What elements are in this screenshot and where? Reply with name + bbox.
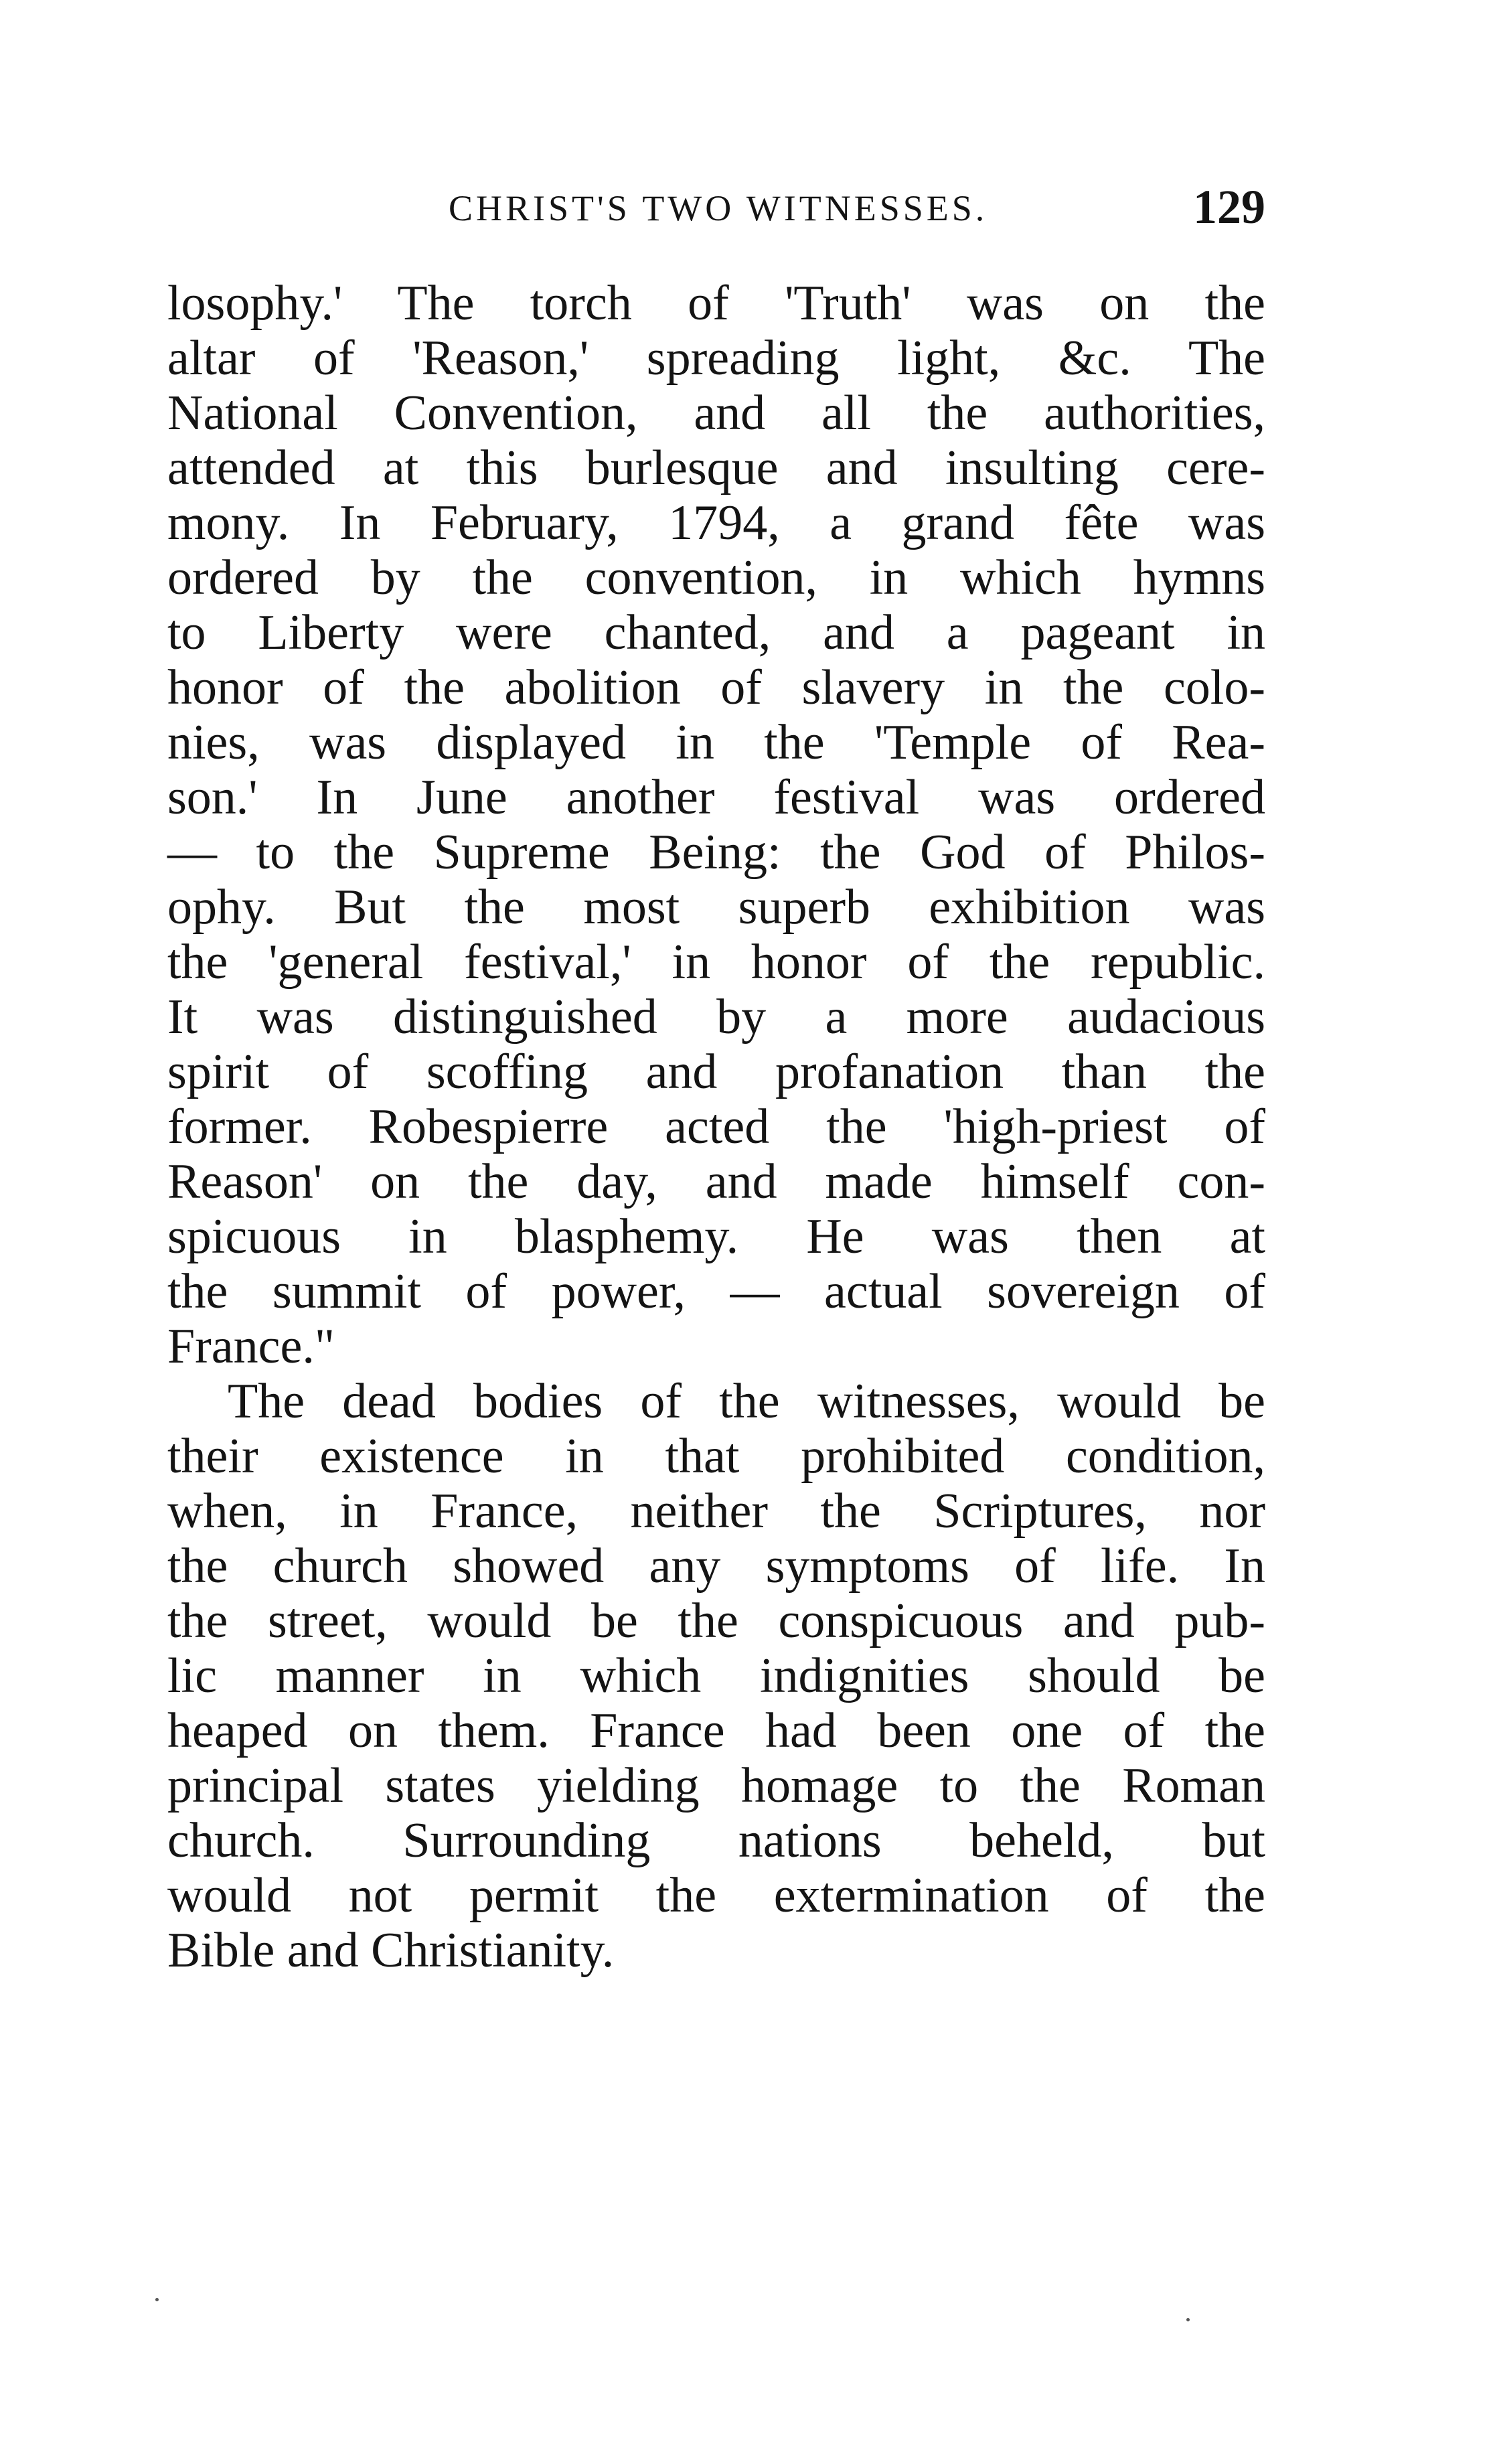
page-number: 129 [1193,180,1265,234]
paper-speck [1186,2318,1190,2321]
text-line: to Liberty were chanted, and a pageant in [167,605,1265,660]
text-line: son.' In June another festival was ordered [167,770,1265,825]
text-line: spirit of scoffing and profanation than the [167,1045,1265,1099]
text-line: ordered by the convention, in which hymns [167,550,1265,605]
text-line: would not permit the extermination of the [167,1868,1265,1923]
text-line: the street, would be the conspicuous and pub- [167,1594,1265,1648]
text-line: spicuous in blasphemy. He was then at [167,1209,1265,1264]
text-line: their existence in that prohibited condition, [167,1429,1265,1484]
text-line: The dead bodies of the witnesses, would be [228,1374,1265,1429]
text-line: Reason' on the day, and made himself con- [167,1154,1265,1209]
text-line: principal states yielding homage to the Roman [167,1758,1265,1813]
paper-speck [155,2298,159,2301]
text-line: Bible and Christianity. [167,1923,615,1978]
text-line: the summit of power, — actual sovereign of [167,1264,1265,1319]
text-line: when, in France, neither the Scriptures, nor [167,1484,1265,1539]
running-title: CHRIST'S TWO WITNESSES. [449,188,988,228]
text-line: National Convention, and all the authorities, [167,386,1265,441]
text-line: the church showed any symptoms of life. In [167,1539,1265,1594]
text-line: It was distinguished by a more audacious [167,990,1265,1045]
text-line: the 'general festival,' in honor of the republic. [167,935,1265,990]
text-line: church. Surrounding nations beheld, but [167,1813,1265,1868]
text-line: former. Robespierre acted the 'high-priest of [167,1099,1265,1154]
text-line: — to the Supreme Being: the God of Philos- [167,825,1265,880]
running-head [167,179,1265,240]
text-line: mony. In February, 1794, a grand fête was [167,495,1265,550]
text-line: altar of 'Reason,' spreading light, &c. The [167,331,1265,386]
text-line: ophy. But the most superb exhibition was [167,880,1265,935]
text-line: nies, was displayed in the 'Temple of Rea- [167,715,1265,770]
text-line: honor of the abolition of slavery in the colo- [167,660,1265,715]
text-line: heaped on them. France had been one of the [167,1703,1265,1758]
paragraph-continued [167,276,1265,1374]
body-text [167,276,1265,1978]
paragraph-witnesses [167,1374,1265,1978]
text-line: attended at this burlesque and insulting cere- [167,441,1265,495]
text-line: France." [167,1319,335,1374]
text-line: lic manner in which indignities should be [167,1648,1265,1703]
text-line: losophy.' The torch of 'Truth' was on the [167,276,1265,331]
